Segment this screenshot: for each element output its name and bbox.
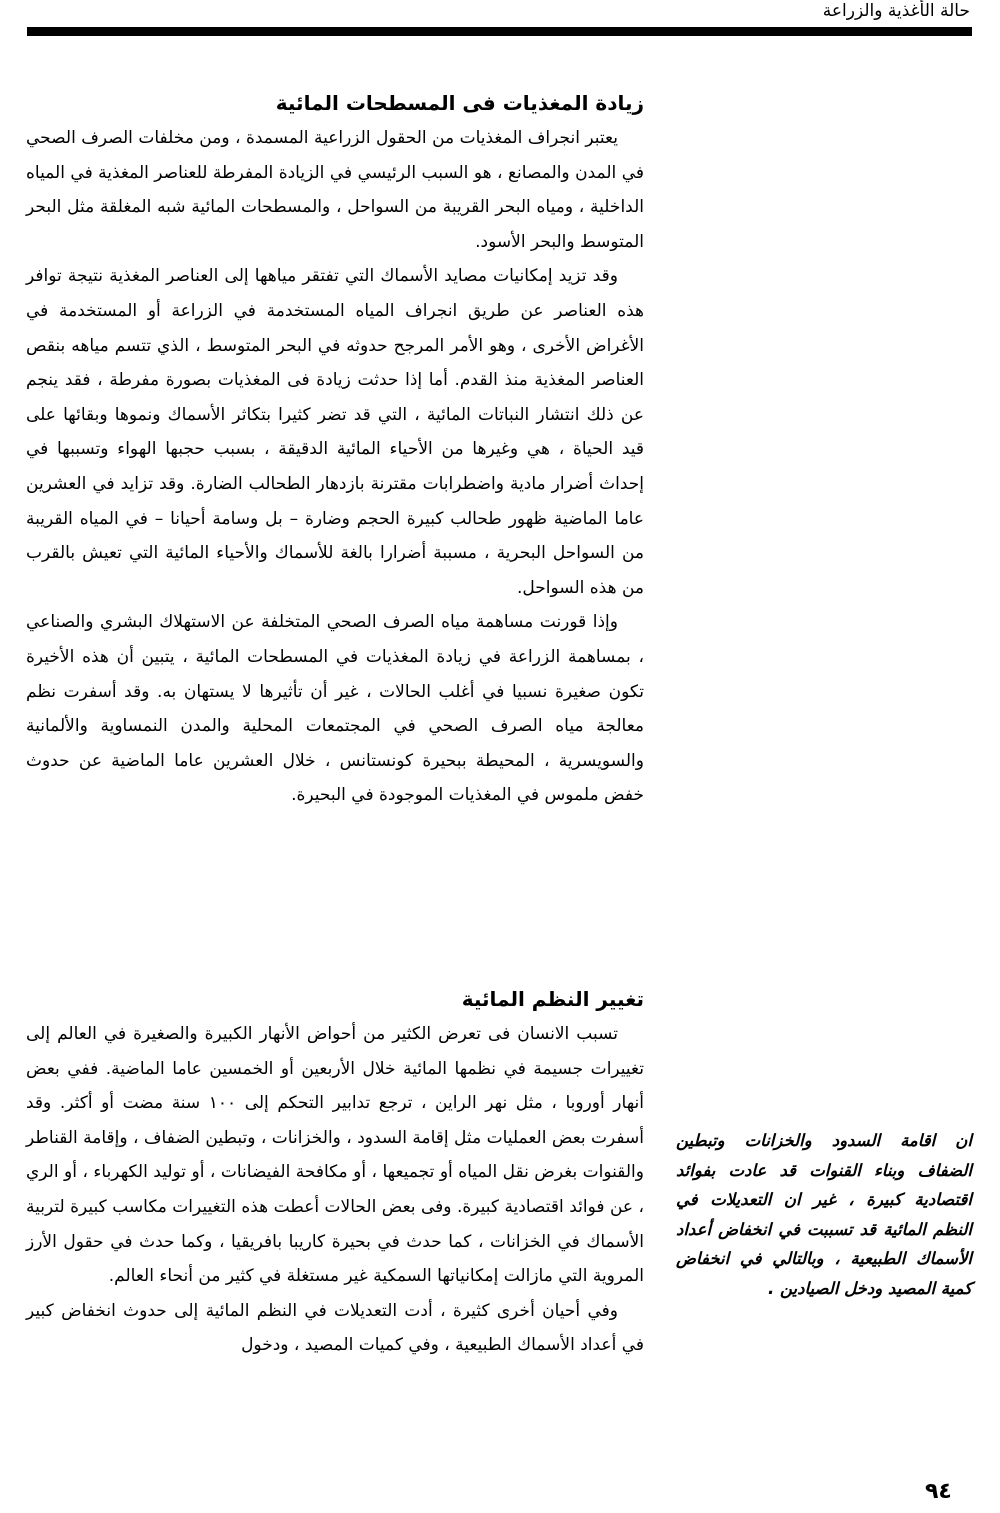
running-header-title: حالة الأغذية والزراعة bbox=[822, 1, 970, 21]
page-number: ٩٤ bbox=[925, 1479, 952, 1504]
section-body-nutrients bbox=[26, 121, 644, 813]
paragraph: وقد تزيد إمكانيات مصايد الأسماك التي تفتقر مياهها إلى العناصر المغذية نتيجة توافر هذه العناصر عن طريق انجراف المياه المستخدمة في الزراعة أو المستخدمة في الأغراض الأخرى ، وهو الأمر المرجح حدوثه في البحر المتوسط ، الذي تتسم مياهه بنقص العناصر المغذية منذ القدم. أما إذا حدثت زيادة فى المغذيات بصورة مفرطة ، فقد ينجم عن ذلك انتشار النباتات المائية ، التي قد تضر كثيرا بتكاثر الأسماك ونموها وبقائها على قيد الحياة ، هي وغيرها من الأحياء المائية الدقيقة ، بسبب حجبها الهواء وتسببها في إحداث أضرار مادية واضطرابات مقترنة بازدهار الطحالب الضارة. وقد تزايد في العشرين عاما الماضية ظهور طحالب كبيرة الحجم وضارة – بل وسامة أحيانا – في المياه القريبة من السواحل البحرية ، مسببة أضرارا بالغة للأسماك والأحياء المائية التي تعيش بالقرب من هذه السواحل. bbox=[26, 266, 644, 598]
paragraph: وفي أحيان أخرى كثيرة ، أدت التعديلات في النظم المائية إلى حدوث انخفاض كبير في أعداد الأسماك الطبيعية ، وفي كميات المصيد ، ودخول bbox=[26, 1300, 644, 1356]
paragraph: يعتبر انجراف المغذيات من الحقول الزراعية المسمدة ، ومن مخلفات الصرف الصحي في المدن والمصانع ، هو السبب الرئيسي في الزيادة المفرطة للعناصر المغذية في المياه الداخلية ، ومياه البحر القريبة من السواحل ، والمسطحات المائية شبه المغلقة مثل البحر المتوسط والبحر الأسود. bbox=[26, 128, 644, 252]
section-body-water-regimes bbox=[26, 1017, 644, 1363]
header-rule bbox=[27, 27, 972, 36]
section-heading-nutrients: زيادة المغذيات فى المسطحات المائية bbox=[275, 91, 644, 115]
paragraph: وإذا قورنت مساهمة مياه الصرف الصحي المتخلفة عن الاستهلاك البشري والصناعي ، بمساهمة الزراعة في زيادة المغذيات في المسطحات المائية ، يتبين أن هذه الأخيرة تكون صغيرة نسبيا في أغلب الحالات ، غير أن تأثيرها لا يستهان به. وقد أسفرت نظم معالجة مياه الصرف الصحي في المجتمعات المحلية والمدن النمساوية والألمانية والسويسرية ، المحيطة ببحيرة كونستانس ، خلال العشرين عاما الماضية عن حدوث خفض ملموس في المغذيات الموجودة في البحيرة. bbox=[26, 612, 644, 806]
paragraph: تسبب الانسان فى تعرض الكثير من أحواض الأنهار الكبيرة والصغيرة في العالم إلى تغييرات جسيمة في نظمها المائية خلال الأربعين أو الخمسين عاما الماضية. ففي بعض أنهار أوروبا ، مثل نهر الراين ، ترجع تدابير التحكم إلى ١٠٠ سنة مضت أو أكثر. وقد أسفرت بعض العمليات مثل إقامة السدود ، والخزانات ، وتبطين الضفاف ، وإقامة القناطر والقنوات بغرض نقل المياه أو تجميعها ، أو مكافحة الفيضانات ، أو توليد الكهرباء ، أو الري ، عن فوائد اقتصادية كبيرة. وفى بعض الحالات أعطت هذه التغييرات مكاسب كبيرة لتربية الأسماك في الخزانات ، كما حدث في بحيرة كاريبا بافريقيا ، وكما حدث في حقول الأرز المروية التي مازالت إمكانياتها السمكية غير مستغلة في كثير من أنحاء العالم. bbox=[26, 1024, 644, 1287]
section-heading-water-regimes: تغيير النظم المائية bbox=[461, 987, 644, 1011]
margin-pull-quote: ان اقامة السدود والخزانات وتبطين الضفاف وبناء القنوات قد عادت بفوائد اقتصادية كبيرة ، غير ان التعديلات في النظم المائية قد تسببت في انخفاض أعداد الأسماك الطبيعية ، وبالتالي في انخفاض كمية المصيد ودخل الصيادين . bbox=[676, 1131, 972, 1298]
